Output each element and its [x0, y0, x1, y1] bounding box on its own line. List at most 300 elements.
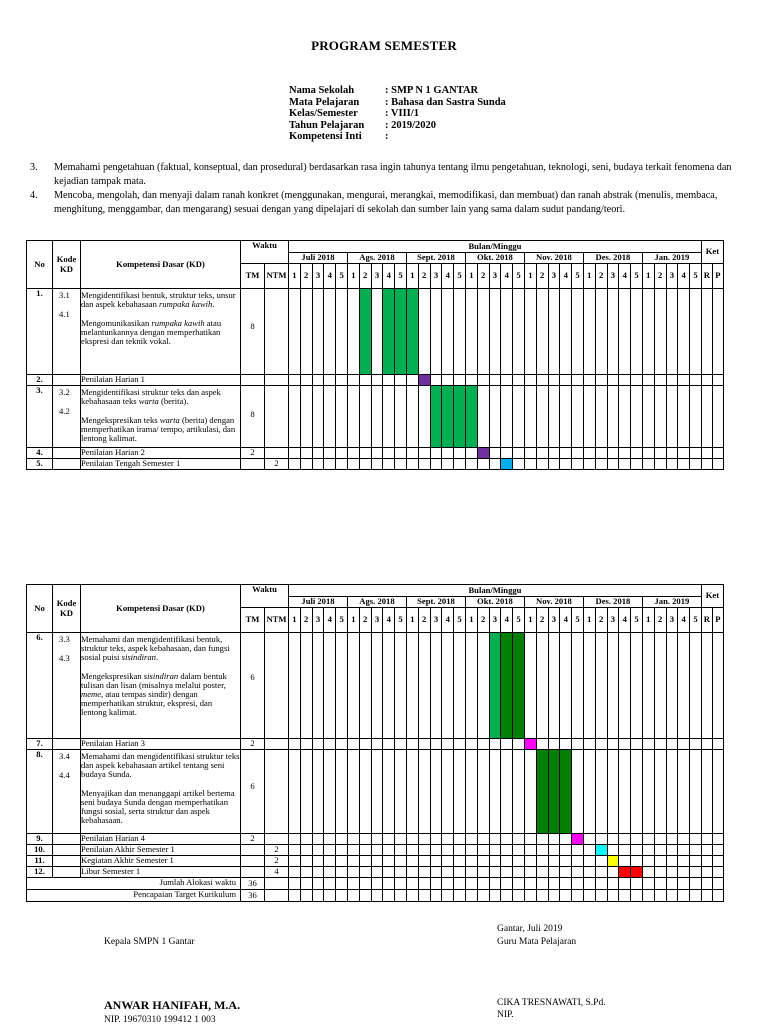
schedule-cell	[477, 739, 489, 750]
schedule-cell	[524, 448, 536, 459]
week-number: 1	[583, 264, 595, 289]
schedule-cell	[524, 750, 536, 834]
schedule-cell	[631, 375, 643, 386]
ket-p	[712, 739, 723, 750]
schedule-cell	[595, 856, 607, 867]
schedule-cell	[442, 459, 454, 470]
schedule-cell	[690, 867, 702, 878]
schedule-cell	[619, 856, 631, 867]
table-row	[27, 386, 724, 448]
schedule-cell	[406, 845, 418, 856]
schedule-cell	[406, 448, 418, 459]
schedule-cell	[690, 289, 702, 375]
schedule-cell	[489, 834, 501, 845]
schedule-cell	[442, 375, 454, 386]
principal-name: ANWAR HANIFAH, M.A.	[104, 998, 241, 1012]
schedule-cell	[465, 289, 477, 375]
schedule-cell	[371, 890, 383, 902]
schedule-cell	[548, 834, 560, 845]
schedule-block	[383, 289, 395, 375]
schedule-cell	[289, 448, 301, 459]
schedule-cell	[300, 750, 312, 834]
schedule-cell	[324, 375, 336, 386]
ket-p	[712, 890, 723, 902]
row-number: 1.	[27, 289, 53, 375]
schedule-cell	[560, 289, 572, 375]
schedule-block	[572, 834, 584, 845]
kd-text: Memahami dan mengidentifikasi struktur teks dan aspek kebahasaan artikel tentang seni budaya Sunda.	[81, 751, 240, 780]
week-number: 3	[371, 264, 383, 289]
ket-r	[701, 878, 712, 890]
schedule-cell	[430, 867, 442, 878]
row-number: 11.	[27, 856, 53, 867]
header-ntm: NTM	[265, 608, 289, 633]
schedule-cell	[654, 845, 666, 856]
header-no: No	[27, 585, 53, 633]
week-number: 4	[501, 608, 513, 633]
schedule-block	[501, 459, 513, 470]
schedule-cell	[501, 448, 513, 459]
ntm-value	[265, 448, 289, 459]
schedule-cell	[395, 878, 407, 890]
week-number: 4	[324, 264, 336, 289]
total-ntm	[265, 890, 289, 902]
week-number: 5	[631, 608, 643, 633]
kompetensi-dasar	[81, 633, 241, 739]
principal-nip: NIP. 19670310 199412 1 003	[104, 1015, 216, 1025]
schedule-cell	[595, 834, 607, 845]
header-month: Sept. 2018	[406, 253, 465, 264]
schedule-cell	[536, 845, 548, 856]
ntm-value	[265, 375, 289, 386]
schedule-cell	[371, 867, 383, 878]
schedule-cell	[383, 739, 395, 750]
schedule-cell	[300, 739, 312, 750]
kd-code: 3.2	[59, 387, 70, 397]
kd-code: 3.3	[59, 634, 70, 644]
schedule-cell	[536, 890, 548, 902]
schedule-cell	[418, 459, 430, 470]
schedule-cell	[513, 459, 525, 470]
schedule-cell	[666, 750, 678, 834]
schedule-cell	[536, 867, 548, 878]
schedule-cell	[312, 867, 324, 878]
schedule-cell	[371, 386, 383, 448]
week-number: 4	[442, 608, 454, 633]
schedule-cell	[572, 459, 584, 470]
header-ntm: NTM	[265, 264, 289, 289]
kode-kd	[53, 459, 81, 470]
schedule-cell	[359, 739, 371, 750]
week-number: 3	[607, 608, 619, 633]
schedule-block	[465, 386, 477, 448]
schedule-cell	[690, 845, 702, 856]
schedule-cell	[418, 289, 430, 375]
schedule-cell	[690, 878, 702, 890]
schedule-cell	[347, 289, 359, 375]
schedule-cell	[524, 386, 536, 448]
week-number: 3	[312, 264, 324, 289]
schedule-cell	[654, 856, 666, 867]
schedule-cell	[690, 856, 702, 867]
schedule-cell	[666, 878, 678, 890]
schedule-cell	[607, 750, 619, 834]
schedule-cell	[583, 750, 595, 834]
schedule-cell	[678, 386, 690, 448]
ket-p	[712, 856, 723, 867]
schedule-cell	[560, 890, 572, 902]
schedule-cell	[477, 289, 489, 375]
schedule-cell	[324, 890, 336, 902]
schedule-cell	[548, 867, 560, 878]
ket-r	[701, 750, 712, 834]
ket-r	[701, 459, 712, 470]
schedule-cell	[607, 386, 619, 448]
schedule-cell	[583, 289, 595, 375]
schedule-cell	[336, 289, 348, 375]
info-row-subject: Mata Pelajaran : Bahasa dan Sastra Sunda	[289, 96, 506, 108]
week-number: 3	[312, 608, 324, 633]
schedule-cell	[654, 448, 666, 459]
schedule-cell	[336, 386, 348, 448]
schedule-cell	[371, 845, 383, 856]
semester-table-1	[26, 240, 724, 470]
header-month: Des. 2018	[583, 597, 642, 608]
week-number: 5	[454, 608, 466, 633]
week-number: 5	[454, 264, 466, 289]
schedule-cell	[289, 834, 301, 845]
schedule-cell	[619, 834, 631, 845]
kd-text: Penilaian Harian 4	[81, 833, 145, 843]
schedule-cell	[300, 386, 312, 448]
ket-r	[701, 856, 712, 867]
schedule-cell	[524, 459, 536, 470]
schedule-cell	[595, 459, 607, 470]
schedule-cell	[336, 867, 348, 878]
schedule-cell	[477, 633, 489, 739]
header-waktu: Waktu	[241, 585, 289, 608]
schedule-cell	[406, 867, 418, 878]
kode-kd	[53, 750, 81, 834]
schedule-block	[395, 289, 407, 375]
schedule-cell	[524, 845, 536, 856]
schedule-cell	[631, 386, 643, 448]
schedule-cell	[690, 375, 702, 386]
schedule-cell	[583, 448, 595, 459]
schedule-cell	[312, 845, 324, 856]
schedule-block	[430, 386, 442, 448]
table-row	[27, 448, 724, 459]
ntm-value: 2	[265, 459, 289, 470]
kd-text: Penilaian Harian 3	[81, 738, 145, 748]
week-number: 5	[395, 608, 407, 633]
ket-p	[712, 459, 723, 470]
schedule-cell	[501, 750, 513, 834]
schedule-cell	[406, 375, 418, 386]
schedule-cell	[454, 834, 466, 845]
schedule-block	[560, 750, 572, 834]
schedule-block	[513, 633, 525, 739]
schedule-cell	[465, 459, 477, 470]
ntm-value	[265, 386, 289, 448]
tm-value: 2	[241, 739, 265, 750]
schedule-cell	[489, 890, 501, 902]
schedule-cell	[489, 375, 501, 386]
schedule-cell	[442, 289, 454, 375]
kd-text: Penilaian Harian 2	[81, 447, 145, 457]
ket-r	[701, 289, 712, 375]
teacher-role: Guru Mata Pelajaran	[497, 937, 577, 947]
schedule-cell	[513, 739, 525, 750]
schedule-cell	[300, 633, 312, 739]
schedule-cell	[300, 890, 312, 902]
schedule-cell	[347, 739, 359, 750]
schedule-cell	[548, 878, 560, 890]
schedule-cell	[548, 448, 560, 459]
week-number: 4	[678, 608, 690, 633]
schedule-cell	[324, 845, 336, 856]
schedule-cell	[619, 878, 631, 890]
schedule-cell	[395, 856, 407, 867]
schedule-cell	[513, 375, 525, 386]
week-number: 1	[583, 608, 595, 633]
ket-p	[712, 834, 723, 845]
schedule-cell	[607, 448, 619, 459]
header-r: R	[701, 264, 712, 289]
schedule-cell	[477, 834, 489, 845]
schedule-cell	[642, 845, 654, 856]
schedule-cell	[430, 448, 442, 459]
schedule-cell	[583, 375, 595, 386]
schedule-cell	[690, 739, 702, 750]
schedule-cell	[442, 739, 454, 750]
schedule-cell	[454, 845, 466, 856]
schedule-cell	[642, 878, 654, 890]
schedule-cell	[654, 289, 666, 375]
schedule-cell	[654, 750, 666, 834]
schedule-cell	[383, 386, 395, 448]
schedule-cell	[513, 867, 525, 878]
schedule-cell	[395, 867, 407, 878]
kode-kd	[53, 633, 81, 739]
schedule-cell	[690, 386, 702, 448]
schedule-cell	[678, 834, 690, 845]
ket-r	[701, 448, 712, 459]
principal-role: Kepala SMPN 1 Gantar	[104, 937, 195, 947]
schedule-cell	[289, 459, 301, 470]
week-number: 1	[406, 264, 418, 289]
schedule-cell	[631, 750, 643, 834]
schedule-cell	[572, 375, 584, 386]
schedule-cell	[383, 459, 395, 470]
schedule-cell	[619, 890, 631, 902]
schedule-cell	[572, 289, 584, 375]
header-kode: Kode KD	[53, 585, 81, 633]
schedule-cell	[312, 289, 324, 375]
schedule-cell	[642, 856, 654, 867]
schedule-cell	[454, 867, 466, 878]
schedule-cell	[666, 448, 678, 459]
schedule-cell	[336, 375, 348, 386]
schedule-cell	[678, 750, 690, 834]
kd-code: 4.4	[59, 770, 70, 781]
schedule-cell	[678, 459, 690, 470]
schedule-cell	[536, 856, 548, 867]
schedule-cell	[289, 867, 301, 878]
week-number: 4	[383, 264, 395, 289]
schedule-cell	[501, 845, 513, 856]
schedule-cell	[383, 867, 395, 878]
ket-r	[701, 739, 712, 750]
ket-r	[701, 633, 712, 739]
tm-value	[241, 867, 265, 878]
schedule-cell	[536, 459, 548, 470]
schedule-cell	[572, 739, 584, 750]
tm-value: 8	[241, 289, 265, 375]
ket-r	[701, 890, 712, 902]
schedule-cell	[359, 633, 371, 739]
schedule-cell	[347, 375, 359, 386]
schedule-cell	[336, 845, 348, 856]
schedule-cell	[631, 289, 643, 375]
week-number: 4	[560, 608, 572, 633]
schedule-cell	[548, 739, 560, 750]
schedule-cell	[572, 633, 584, 739]
schedule-block	[524, 739, 536, 750]
schedule-cell	[477, 375, 489, 386]
row-number: 12.	[27, 867, 53, 878]
schedule-cell	[572, 890, 584, 902]
kompetensi-dasar	[81, 739, 241, 750]
header-p: P	[712, 264, 723, 289]
schedule-cell	[454, 289, 466, 375]
ket-r	[701, 834, 712, 845]
semester-table-2	[26, 584, 724, 902]
week-number: 2	[654, 608, 666, 633]
schedule-cell	[595, 289, 607, 375]
info-row-class: Kelas/Semester : VIII/1	[289, 108, 419, 120]
schedule-cell	[607, 890, 619, 902]
schedule-cell	[501, 386, 513, 448]
ntm-value: 2	[265, 845, 289, 856]
schedule-cell	[536, 289, 548, 375]
total-row	[27, 890, 724, 902]
week-number: 2	[418, 264, 430, 289]
schedule-cell	[336, 856, 348, 867]
schedule-cell	[347, 834, 359, 845]
schedule-cell	[513, 386, 525, 448]
schedule-cell	[289, 739, 301, 750]
schedule-cell	[324, 867, 336, 878]
week-number: 2	[654, 264, 666, 289]
schedule-cell	[666, 739, 678, 750]
table-row	[27, 834, 724, 845]
schedule-cell	[371, 289, 383, 375]
schedule-cell	[560, 878, 572, 890]
schedule-cell	[477, 878, 489, 890]
schedule-cell	[371, 448, 383, 459]
schedule-cell	[501, 739, 513, 750]
schedule-cell	[465, 375, 477, 386]
schedule-cell	[619, 739, 631, 750]
schedule-cell	[583, 845, 595, 856]
schedule-cell	[347, 867, 359, 878]
schedule-cell	[406, 739, 418, 750]
schedule-cell	[324, 878, 336, 890]
week-number: 1	[642, 264, 654, 289]
schedule-cell	[465, 448, 477, 459]
schedule-cell	[548, 459, 560, 470]
week-number: 2	[595, 264, 607, 289]
schedule-cell	[654, 867, 666, 878]
header-no: No	[27, 241, 53, 289]
schedule-cell	[489, 750, 501, 834]
kd-text: Menyajikan dan menanggapi artikel bertema seni budaya Sunda dengan memperhatikan fungsi sosial, serta struktur dan aspek kebahasaan.	[81, 788, 235, 826]
schedule-cell	[489, 386, 501, 448]
schedule-cell	[489, 448, 501, 459]
kode-kd	[53, 856, 81, 867]
schedule-cell	[536, 878, 548, 890]
schedule-cell	[430, 633, 442, 739]
schedule-cell	[654, 633, 666, 739]
week-number: 5	[631, 264, 643, 289]
schedule-cell	[560, 856, 572, 867]
info-row-school: Nama Sekolah : SMP N 1 GANTAR	[289, 85, 479, 96]
schedule-cell	[560, 739, 572, 750]
schedule-cell	[312, 750, 324, 834]
schedule-cell	[324, 834, 336, 845]
kompetensi-dasar	[81, 750, 241, 834]
schedule-cell	[465, 633, 477, 739]
schedule-cell	[654, 834, 666, 845]
schedule-block	[501, 633, 513, 739]
schedule-cell	[595, 386, 607, 448]
header-month: Okt. 2018	[465, 597, 524, 608]
schedule-cell	[371, 750, 383, 834]
schedule-cell	[312, 739, 324, 750]
schedule-cell	[690, 448, 702, 459]
schedule-cell	[336, 878, 348, 890]
week-number: 3	[666, 264, 678, 289]
schedule-cell	[560, 633, 572, 739]
schedule-cell	[347, 448, 359, 459]
schedule-cell	[666, 375, 678, 386]
kode-kd	[53, 448, 81, 459]
school-info	[289, 85, 506, 143]
schedule-cell	[583, 856, 595, 867]
ntm-value: 2	[265, 856, 289, 867]
schedule-cell	[289, 878, 301, 890]
schedule-cell	[430, 739, 442, 750]
schedule-cell	[678, 375, 690, 386]
week-number: 1	[642, 608, 654, 633]
schedule-cell	[300, 845, 312, 856]
week-number: 1	[465, 264, 477, 289]
schedule-cell	[607, 867, 619, 878]
schedule-cell	[690, 633, 702, 739]
header-month: Ags. 2018	[347, 597, 406, 608]
schedule-cell	[465, 845, 477, 856]
schedule-cell	[442, 878, 454, 890]
schedule-cell	[690, 890, 702, 902]
row-number: 4.	[27, 448, 53, 459]
schedule-cell	[406, 878, 418, 890]
schedule-cell	[465, 834, 477, 845]
kd-code: 3.4	[59, 751, 70, 761]
schedule-cell	[642, 459, 654, 470]
schedule-cell	[324, 633, 336, 739]
schedule-cell	[619, 375, 631, 386]
